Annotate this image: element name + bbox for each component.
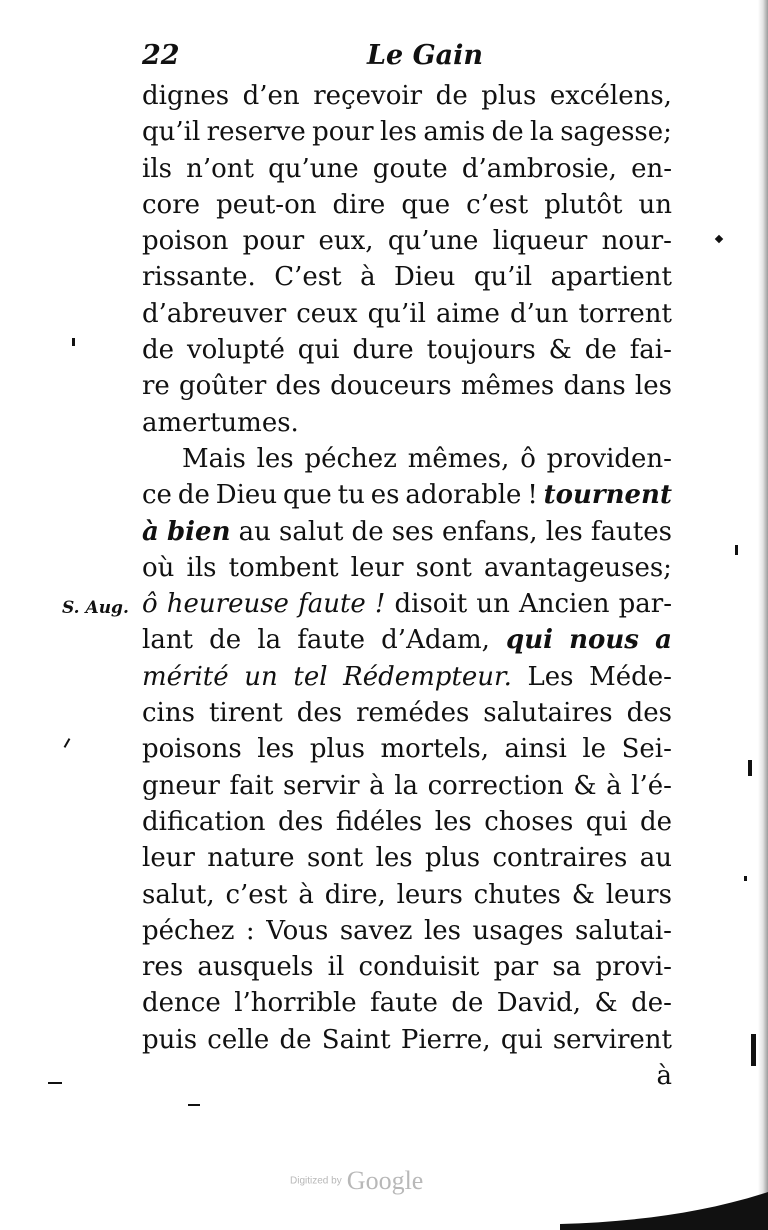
text-line bbox=[142, 296, 672, 332]
text-word: liqueur bbox=[492, 226, 588, 257]
text-word: Méde- bbox=[589, 661, 672, 692]
text-word: lant bbox=[142, 625, 194, 656]
text-word: qui bbox=[585, 806, 628, 837]
text-word: que bbox=[282, 480, 332, 511]
text-line bbox=[142, 405, 672, 441]
text-word: les bbox=[423, 915, 461, 946]
text-word: de bbox=[584, 335, 617, 366]
text-word: fai- bbox=[629, 335, 672, 366]
page-curl bbox=[560, 1188, 768, 1230]
text-word: correction bbox=[427, 770, 564, 801]
text-word: bien bbox=[167, 516, 231, 547]
text-word: David, bbox=[496, 988, 582, 1019]
text-word: apartient bbox=[550, 262, 672, 293]
text-word: plus bbox=[309, 734, 365, 765]
text-word: les bbox=[634, 371, 672, 402]
text-word: : bbox=[245, 915, 255, 946]
text-word: res bbox=[142, 952, 184, 983]
text-word: Pierre, bbox=[400, 1024, 491, 1055]
text-word: mérité bbox=[142, 661, 229, 692]
scan-speck bbox=[748, 760, 752, 776]
running-head bbox=[142, 40, 672, 76]
text-word: au bbox=[238, 516, 271, 547]
text-word: adorable bbox=[405, 480, 522, 511]
text-word: Rédempteur. bbox=[343, 661, 512, 692]
text-word: Vous bbox=[266, 915, 329, 946]
text-word: fidéles bbox=[335, 806, 423, 837]
text-word: le bbox=[582, 734, 607, 765]
text-word: goute bbox=[372, 153, 448, 184]
text-word: un bbox=[244, 661, 278, 692]
text-word: mêmes bbox=[460, 371, 555, 402]
text-word: providen- bbox=[546, 443, 672, 474]
text-word: leurs bbox=[605, 879, 672, 910]
text-word: les bbox=[545, 516, 583, 547]
text-word: savez bbox=[339, 915, 413, 946]
text-word: les bbox=[379, 117, 418, 148]
text-word: d’un bbox=[509, 298, 569, 329]
text-word: C’est bbox=[274, 262, 342, 293]
text-word: salutaires bbox=[483, 698, 613, 729]
text-word: nour- bbox=[601, 226, 672, 257]
text-word: de bbox=[177, 480, 210, 511]
scan-speck bbox=[744, 876, 747, 881]
text-word: chutes bbox=[473, 879, 561, 910]
text-word: d’abreuver bbox=[142, 298, 287, 329]
text-word: qu’il bbox=[473, 262, 533, 293]
text-line bbox=[142, 550, 672, 586]
text-word: à bbox=[369, 770, 385, 801]
text-word: l’horrible bbox=[234, 988, 357, 1019]
text-word: sont bbox=[306, 843, 364, 874]
body-text bbox=[142, 78, 672, 1094]
text-line bbox=[142, 768, 672, 804]
text-word: pour bbox=[312, 117, 374, 148]
digitization-watermark bbox=[290, 1166, 480, 1206]
text-word: de bbox=[279, 1024, 312, 1055]
text-word: de bbox=[142, 335, 175, 366]
text-word: cins bbox=[142, 698, 195, 729]
text-line bbox=[142, 877, 672, 913]
text-word: d’en bbox=[242, 81, 300, 111]
text-word: toujours bbox=[426, 335, 536, 366]
text-word: des bbox=[275, 371, 321, 402]
text-word: dignes bbox=[142, 81, 230, 111]
text-word: ô bbox=[142, 589, 158, 620]
text-word: dure bbox=[352, 335, 414, 366]
text-word: à bbox=[606, 770, 622, 801]
text-word: au bbox=[639, 843, 672, 874]
text-line bbox=[142, 477, 672, 513]
text-word: servirent bbox=[552, 1024, 672, 1055]
text-word: salutai- bbox=[574, 915, 672, 946]
text-word: conduisit bbox=[358, 952, 480, 983]
text-word: qui bbox=[506, 625, 554, 656]
text-word: nature bbox=[207, 843, 295, 874]
text-line bbox=[142, 840, 672, 876]
text-word: heureuse bbox=[166, 589, 289, 620]
text-word: en- bbox=[631, 153, 672, 184]
text-word: goûter bbox=[179, 371, 267, 402]
text-word: plus bbox=[425, 843, 481, 874]
text-line bbox=[142, 659, 672, 695]
text-word: tombent bbox=[228, 552, 339, 583]
text-word: salut bbox=[279, 516, 344, 547]
text-word: poison bbox=[142, 226, 229, 257]
text-word: où bbox=[142, 552, 175, 583]
text-word: poisons bbox=[142, 734, 242, 765]
text-line bbox=[142, 804, 672, 840]
text-line bbox=[142, 586, 672, 622]
text-word: de bbox=[209, 625, 242, 656]
text-word: de- bbox=[631, 988, 672, 1019]
text-word: ce bbox=[142, 480, 172, 511]
text-word: excélens, bbox=[549, 81, 672, 111]
text-word: de bbox=[639, 806, 672, 837]
text-line bbox=[142, 441, 672, 477]
text-word: avantageuses; bbox=[483, 552, 672, 583]
text-line bbox=[142, 985, 672, 1021]
text-word: de bbox=[491, 117, 524, 148]
text-word: fautes bbox=[590, 516, 672, 547]
text-word: Les bbox=[527, 661, 574, 692]
text-word: reçevoir bbox=[313, 81, 423, 111]
text-word: tirent bbox=[208, 698, 283, 729]
text-word: un bbox=[476, 589, 510, 620]
text-word: dire, bbox=[324, 879, 386, 910]
text-line bbox=[142, 1022, 672, 1058]
text-word: rissante. bbox=[142, 262, 256, 293]
text-word: & bbox=[594, 988, 618, 1019]
text-word: pour bbox=[242, 226, 305, 257]
text-word: leurs bbox=[396, 879, 463, 910]
text-word: leur bbox=[142, 843, 195, 874]
text-word: d’ambrosie, bbox=[461, 153, 617, 184]
running-title: Le Gain bbox=[367, 40, 484, 71]
text-word: provi- bbox=[595, 952, 672, 983]
text-word: nous bbox=[569, 625, 639, 656]
text-word: enfans, bbox=[441, 516, 538, 547]
text-word: faute bbox=[370, 988, 438, 1019]
text-word: sa bbox=[552, 952, 582, 983]
text-word: que bbox=[401, 189, 451, 220]
text-word: ainsi bbox=[504, 734, 567, 765]
text-word: tu bbox=[337, 480, 365, 511]
text-word: Saint bbox=[321, 1024, 391, 1055]
text-word: Dieu bbox=[394, 262, 456, 293]
page-number: 22 bbox=[142, 40, 180, 71]
text-word: par bbox=[493, 952, 539, 983]
text-word: c’est bbox=[466, 189, 529, 220]
text-line bbox=[142, 1058, 672, 1094]
text-word: de bbox=[351, 516, 384, 547]
text-line bbox=[142, 913, 672, 949]
text-line bbox=[142, 223, 672, 259]
text-word: salut, bbox=[142, 879, 215, 910]
text-word: qui bbox=[500, 1024, 543, 1055]
margin-note: S. Aug. bbox=[62, 598, 129, 618]
text-word: ô bbox=[520, 443, 536, 474]
text-word: ! bbox=[374, 589, 386, 620]
text-word: usages bbox=[472, 915, 564, 946]
text-word: faute bbox=[297, 625, 366, 656]
text-word: reserve bbox=[206, 117, 306, 148]
text-word: peut-on bbox=[216, 189, 317, 220]
text-word: à bbox=[360, 262, 376, 293]
text-word: mortels, bbox=[380, 734, 489, 765]
text-line bbox=[142, 949, 672, 985]
text-word: ses bbox=[391, 516, 434, 547]
text-word: sont bbox=[415, 552, 472, 583]
text-word: gneur bbox=[142, 770, 220, 801]
text-word: dans bbox=[563, 371, 626, 402]
text-word: des bbox=[278, 806, 324, 837]
text-word: aime bbox=[436, 298, 500, 329]
text-word: tel bbox=[293, 661, 328, 692]
text-word: es bbox=[370, 480, 400, 511]
text-line bbox=[142, 368, 672, 404]
google-logo: Google bbox=[346, 1166, 424, 1195]
text-word: puis bbox=[142, 1024, 198, 1055]
text-line bbox=[142, 514, 672, 550]
text-segment: amertumes. bbox=[142, 407, 299, 438]
text-word: qu’une bbox=[387, 226, 479, 257]
text-word: faute bbox=[298, 589, 366, 620]
text-word: les bbox=[434, 806, 472, 837]
text-line bbox=[142, 622, 672, 658]
text-word: la bbox=[530, 117, 554, 148]
text-word: la bbox=[257, 625, 282, 656]
text-word: choses bbox=[484, 806, 574, 837]
text-word: qui bbox=[297, 335, 340, 366]
text-word: & bbox=[573, 770, 597, 801]
text-segment: à bbox=[656, 1061, 672, 1092]
text-word: disoit bbox=[394, 589, 468, 620]
text-word: celle bbox=[207, 1024, 270, 1055]
text-word: de bbox=[451, 988, 484, 1019]
text-word: a bbox=[655, 625, 672, 656]
text-word: ils bbox=[186, 552, 217, 583]
text-line bbox=[142, 259, 672, 295]
scan-speck bbox=[48, 1082, 62, 1084]
text-word: ausquels bbox=[197, 952, 314, 983]
scan-speck bbox=[64, 738, 71, 748]
text-word: des bbox=[626, 698, 672, 729]
text-word: Ancien bbox=[518, 589, 610, 620]
text-word: de bbox=[435, 81, 468, 111]
text-word: fait bbox=[229, 770, 274, 801]
text-word: dification bbox=[142, 806, 266, 837]
text-word: leur bbox=[350, 552, 404, 583]
text-word: eux, bbox=[318, 226, 374, 257]
text-word: les bbox=[256, 443, 294, 474]
text-word: re bbox=[142, 371, 170, 402]
text-line bbox=[142, 731, 672, 767]
text-word: plutôt bbox=[544, 189, 623, 220]
text-word: il bbox=[327, 952, 345, 983]
text-word: dence bbox=[142, 988, 221, 1019]
text-word: la bbox=[394, 770, 419, 801]
text-line bbox=[142, 78, 672, 114]
text-word: & bbox=[548, 335, 572, 366]
text-word: servir bbox=[282, 770, 360, 801]
text-word: péchez bbox=[142, 915, 235, 946]
text-word: sagesse; bbox=[560, 117, 672, 148]
text-line bbox=[142, 114, 672, 150]
scan-speck bbox=[735, 545, 738, 555]
text-word: ! bbox=[527, 480, 538, 511]
text-word: tournent bbox=[543, 480, 672, 511]
text-word: & bbox=[571, 879, 595, 910]
text-word: torrent bbox=[578, 298, 672, 329]
text-word: péchez bbox=[304, 443, 397, 474]
text-word: à bbox=[142, 516, 159, 547]
text-word: à bbox=[298, 879, 314, 910]
text-word: les bbox=[257, 734, 295, 765]
text-word: l’é- bbox=[631, 770, 672, 801]
text-word: qu’il bbox=[142, 117, 201, 148]
text-word: dire bbox=[332, 189, 386, 220]
text-word: volupté bbox=[186, 335, 285, 366]
text-word: les bbox=[375, 843, 413, 874]
text-word: ils bbox=[142, 153, 172, 184]
text-word: douceurs bbox=[330, 371, 452, 402]
text-word: qu’il bbox=[367, 298, 426, 329]
text-word: un bbox=[638, 189, 672, 220]
text-word: contraires bbox=[492, 843, 628, 874]
text-word: Mais bbox=[182, 443, 246, 474]
scan-speck bbox=[751, 1034, 756, 1066]
text-word: remédes bbox=[356, 698, 470, 729]
text-line bbox=[142, 695, 672, 731]
text-word: Sei- bbox=[621, 734, 672, 765]
page-edge-shadow bbox=[758, 0, 768, 1230]
scan-speck bbox=[72, 338, 75, 346]
text-line bbox=[142, 187, 672, 223]
text-word: d’Adam, bbox=[381, 625, 490, 656]
text-word: c’est bbox=[225, 879, 288, 910]
text-word: ceux bbox=[296, 298, 358, 329]
text-line bbox=[142, 332, 672, 368]
text-word: mêmes, bbox=[407, 443, 510, 474]
text-word: par- bbox=[618, 589, 672, 620]
watermark-prefix: Digitized by bbox=[290, 1175, 342, 1187]
text-word: amis bbox=[423, 117, 486, 148]
text-word: Dieu bbox=[215, 480, 278, 511]
text-word: des bbox=[296, 698, 343, 729]
text-word: n’ont bbox=[186, 153, 254, 184]
scan-speck bbox=[188, 1104, 200, 1106]
text-line bbox=[142, 151, 672, 187]
text-word: plus bbox=[481, 81, 537, 111]
text-word: core bbox=[142, 189, 201, 220]
text-word: qu’une bbox=[268, 153, 359, 184]
scan-speck bbox=[715, 235, 723, 243]
